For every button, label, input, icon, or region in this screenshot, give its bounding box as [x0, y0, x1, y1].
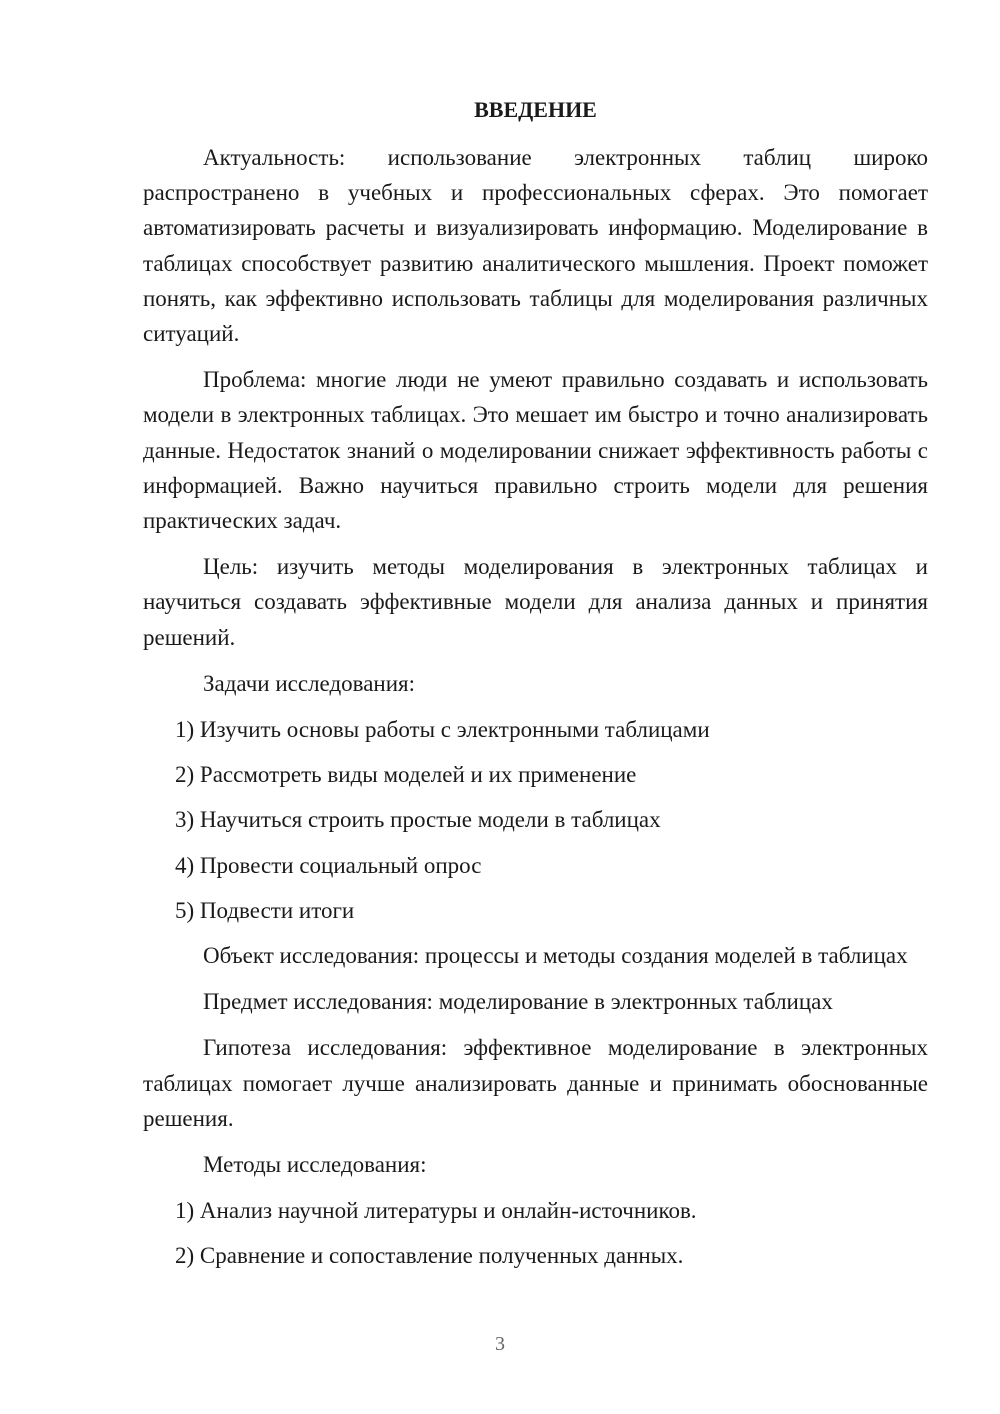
tasks-list — [143, 712, 928, 928]
list-item: 1) Анализ научной литературы и онлайн-источников. — [175, 1198, 697, 1224]
paragraph-goal: Цель: изучить методы моделирования в электронных таблицах и научиться создавать эффективные модели для анализа данных и принятия решений. — [143, 554, 928, 650]
list-item: 3) Научиться строить простые модели в таблицах — [175, 807, 661, 833]
paragraph-hypothesis: Гипотеза исследования: эффективное моделирование в электронных таблицах помогает лучше анализировать данные и принимать обоснованные решения. — [143, 1035, 928, 1131]
list-item: 2) Рассмотреть виды моделей и их применение — [175, 762, 637, 788]
paragraph-relevance: Актуальность: использование электронных таблиц широко распространено в учебных и профессиональных сферах. Это помогает автоматизировать расчеты и визуализировать информацию. Моделирование в таблицах способствует развитию аналитического мышления. Проект поможет понять, как эффективно использовать таблицы для моделирования различных ситуаций. — [143, 145, 928, 347]
page-title: ВВЕДЕНИЕ — [474, 97, 597, 122]
page-number: 3 — [495, 1333, 505, 1355]
paragraph-problem: Проблема: многие люди не умеют правильно создавать и использовать модели в электронных таблицах. Это мешает им быстро и точно анализировать данные. Недостаток знаний о моделировании снижает эффективность работы с информацией. Важно научиться правильно строить модели для решения практических задач. — [143, 367, 928, 534]
methods-list — [143, 1193, 928, 1273]
list-item: 5) Подвести итоги — [175, 897, 355, 923]
document-page — [143, 94, 928, 1284]
methods-heading: Методы исследования: — [203, 1152, 427, 1178]
paragraph-object: Объект исследования: процессы и методы создания моделей в таблицах — [203, 943, 908, 969]
tasks-heading: Задачи исследования: — [203, 670, 416, 696]
list-item: 2) Сравнение и сопоставление полученных данных. — [175, 1243, 684, 1269]
list-item: 1) Изучить основы работы с электронными таблицами — [175, 717, 710, 743]
paragraph-subject: Предмет исследования: моделирование в электронных таблицах — [203, 989, 833, 1015]
list-item: 4) Провести социальный опрос — [175, 852, 482, 878]
